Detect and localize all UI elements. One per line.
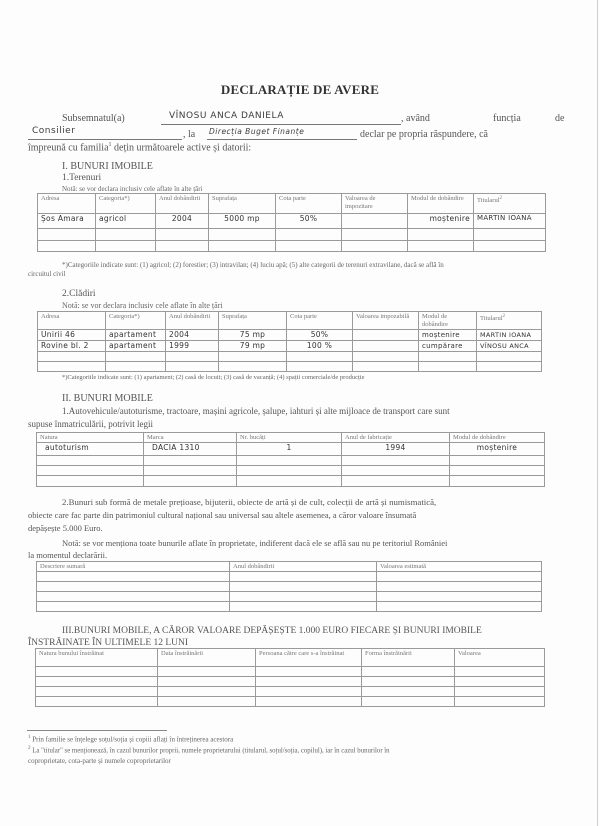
cladiri-subheading: 2.Clădiri [62,289,96,299]
header-categoria: Categoria*) [106,312,166,330]
table-row [38,214,546,229]
cell [38,241,96,252]
cell [276,241,342,252]
cell [219,362,287,372]
function-value: Consilier [32,126,76,136]
cell: 1 [237,443,342,456]
header-anul: Anul dobândirii [156,194,209,214]
terenuri-header-row [38,194,546,214]
cell [342,229,408,241]
cell [230,572,377,582]
table-row [37,572,542,582]
header-anul: Anul dobândirii [230,562,377,572]
section1-heading: I. BUNURI IMOBILE [62,161,153,172]
function-field[interactable] [28,126,182,140]
header-adresa: Adresa [38,194,96,214]
header-valoarea: Valoarea estimată [377,562,542,572]
cell [450,466,545,476]
header-titularul: Titularul$^2$ [477,312,542,330]
cell: 2004 [166,330,219,341]
header-cota: Cota parte [287,312,353,330]
cell [455,697,545,707]
cell: 50% [276,214,342,229]
cell [37,582,230,592]
cell [342,241,408,252]
cell: VÎNOSU ANCA [477,341,542,352]
cell [276,229,342,241]
cell [342,214,408,229]
cell [230,582,377,592]
la-label: , la [183,129,196,140]
table-row [38,362,542,372]
cell [450,476,545,487]
header-valoarea: Valoarea [455,649,545,667]
cell [362,697,455,707]
cell [353,352,419,362]
cell [158,687,256,697]
avand-label: , având [401,113,430,124]
cell: Șos Amara [38,214,96,229]
cell [353,330,419,341]
cell [362,687,455,697]
cell [96,229,156,241]
cell [144,476,237,487]
header-anul-fabricatie: Anul de fabricație [342,433,450,443]
bunuri-note-line2: la momentul declarării. [28,550,108,560]
table-row [37,582,542,592]
cell [353,341,419,352]
header-data: Data înstrăinării [158,649,256,667]
table-row [37,443,545,456]
cell [38,362,106,372]
table-row [38,229,546,241]
document-title: DECLARAȚIE DE AVERE [220,82,380,97]
auto-header-row [37,433,545,443]
cell [37,592,230,602]
table-row [38,341,542,352]
cell [474,229,546,241]
cell [477,352,542,362]
header-natura: Natura [37,433,144,443]
header-modul: Modul de dobândire [419,312,477,330]
table-row [37,592,542,602]
cell [450,456,545,466]
cell [209,241,276,252]
cell: DACIA 1310 [144,443,237,456]
table-row [37,602,542,612]
cell [256,697,362,707]
name-value: VÎNOSU ANCA DANIELA [169,111,284,121]
cell [237,476,342,487]
cell: apartament [106,330,166,341]
subsemnatul-label: Subsemnatul(a) [62,113,125,124]
terenuri-table [37,193,546,252]
intro-line3: împreună cu familia$^1$ dețin următoarele active și datorii: [28,142,252,154]
cell [158,677,256,687]
cell [287,362,353,372]
cell [408,241,474,252]
declar-label: declar pe propria răspundere, că [360,129,488,140]
cell [362,667,455,677]
footnote-separator [27,730,167,731]
cell [219,352,287,362]
instrainate-header-row [36,649,545,667]
table-row [38,352,542,362]
cell [37,572,230,582]
cell [342,456,450,466]
cell [237,456,342,466]
header-valoarea: Valoarea de impozitare [342,194,408,214]
table-row [36,667,545,677]
page-edge [597,0,598,826]
cell [37,466,144,476]
header-nr-bucati: Nr. bucăți [237,433,342,443]
cladiri-note: Notă: se vor declara inclusiv cele aflate în alte țări [62,301,223,310]
header-persoana: Persoana către care s-a înstrăinat [256,649,362,667]
cell [256,667,362,677]
header-descriere: Descriere sumară [37,562,230,572]
section2-heading: II. BUNURI MOBILE [62,393,153,404]
cell [36,677,158,687]
cell: 2004 [156,214,209,229]
cell [287,352,353,362]
table-row [36,677,545,687]
institution-field[interactable] [207,126,357,140]
bunuri-paragraph-line2: obiecte care fac parte din patrimoniul cultural național sau universal sau altele asemenea, a căror valoare însumată [28,510,417,520]
auto-paragraph-line1: 1.Autovehicule/autoturisme, tractoare, mașini agricole, șalupe, iahturi și alte mijloace de transport care sunt [62,406,450,416]
header-modul: Modul de dobândire [408,194,474,214]
table-row [37,476,545,487]
table-row [38,330,542,341]
cell [353,362,419,372]
cladiri-header-row [38,312,542,330]
table-row [37,456,545,466]
cell [144,466,237,476]
cell: 1999 [166,341,219,352]
cell [230,592,377,602]
cell [474,241,546,252]
cell [377,572,542,582]
cell [37,602,230,612]
cell [342,466,450,476]
bunuri-paragraph-line1: 2.Bunuri sub formă de metale prețioase, bijuterii, obiecte de artă și de cult, colecții de artă și numismatică, [62,497,437,507]
cell [408,229,474,241]
cell [37,456,144,466]
cell [156,229,209,241]
cell [38,352,106,362]
cell: Unirii 46 [38,330,106,341]
terenuri-subheading: 1.Terenuri [62,173,102,183]
header-categoria: Categoria*) [96,194,156,214]
cell [36,687,158,697]
cell [158,697,256,707]
cladiri-table [37,311,542,372]
section3-heading-line1: III.BUNURI MOBILE, A CĂROR VALOARE DEPĂȘEȘTE 1.000 EURO FIECARE ȘI BUNURI IMOBILE [62,626,482,636]
header-adresa: Adresa [38,312,106,330]
cell [455,667,545,677]
cell: MARTIN IOANA [474,214,546,229]
header-modul: Modul de dobândire [450,433,545,443]
header-valoarea: Valoarea impozabilă [353,312,419,330]
cell [237,466,342,476]
cell [209,229,276,241]
de-label: de [555,113,565,124]
footnote-2-cont: coproprietate, cota-parte și numele coproprietarilor [28,757,171,765]
terenuri-footnote-cont: circuitul civil [28,270,66,278]
bunuri-note-line1: Notă: se vor menționa toate bunurile aflate în proprietate, indiferent dacă ele se află sau nu pe teritoriul României [62,538,448,548]
cell: 100 % [287,341,353,352]
bunuri-header-row [37,562,542,572]
cell [419,352,477,362]
footnote-1: $^1$ Prin familie se înțelege soțul/soția și copiii aflați în întreținerea acestora [28,735,234,744]
cell: autoturism [37,443,144,456]
cell [106,362,166,372]
cell: agricol [96,214,156,229]
cell: 5000 mp [209,214,276,229]
table-row [37,466,545,476]
cell [158,667,256,677]
cell: moștenire [450,443,545,456]
cell [377,602,542,612]
cell: Rovine bl. 2 [38,341,106,352]
cell: 75 mp [219,330,287,341]
cell: apartament [106,341,166,352]
footnote-2: $^2$ La "titular" se menționează, în cazul bunurilor proprii, numele proprietarului (titularul, soțul/soția, copilul), iar în cazul bunurilor în [28,746,390,755]
instrainate-table [35,648,545,707]
header-titularul: Titularul$^2$ [474,194,546,214]
header-forma: Forma înstrăinării [362,649,455,667]
cell [156,241,209,252]
functia-label: funcția [493,113,521,124]
header-marca: Marca [144,433,237,443]
cell [230,602,377,612]
cell [36,697,158,707]
cell [455,677,545,687]
autovehicule-table [36,432,545,487]
cell [362,677,455,687]
table-row [36,687,545,697]
table-row [36,697,545,707]
bunuri-paragraph-line3: depășește 5.000 Euro. [28,523,103,533]
cell [256,687,362,697]
cell [455,687,545,697]
cell [166,352,219,362]
header-suprafata: Suprafața [209,194,276,214]
cell [38,229,96,241]
cell [477,362,542,372]
table-row [38,241,546,252]
header-anul: Anul dobândirii [166,312,219,330]
cell [144,456,237,466]
cell: 1994 [342,443,450,456]
cell [96,241,156,252]
auto-paragraph-line2: supuse înmatriculării, potrivit legii [28,419,153,429]
section3-heading-line2: ÎNSTRĂINATE ÎN ULTIMELE 12 LUNI [28,638,189,648]
cell: moștenire [419,330,477,341]
bunuri-valoroase-table [36,561,542,612]
cell [419,362,477,372]
cell [342,476,450,487]
cladiri-footnote: *)Categoriile indicate sunt: (1) apartament; (2) casă de locuit; (3) casă de vacanță; (4) spații comerciale/de producție [62,374,365,381]
cell [36,667,158,677]
cell [37,476,144,487]
terenuri-footnote: *)Categoriile indicate sunt: (1) agricol; (2) forestier; (3) intravilan; (4) luciu apă; (5) alte categorii de terenuri extravilane, dacă se află în [62,261,444,269]
cell: 50% [287,330,353,341]
header-natura-bunului: Natura bunului înstrăinat [36,649,158,667]
header-cota: Cota parte [276,194,342,214]
cell: cumpărare [419,341,477,352]
institution-value: Direcția Buget Finanțe [209,127,305,136]
cell [377,582,542,592]
name-field[interactable] [161,111,401,125]
cell [166,362,219,372]
cell [377,592,542,602]
cell: MARTIN IOANA [477,330,542,341]
cell [256,677,362,687]
cell: moștenire [408,214,474,229]
cell [106,352,166,362]
header-suprafata: Suprafața [219,312,287,330]
terenuri-note: Notă: se vor declara inclusiv cele aflate în alte țări [62,185,203,193]
cell: 79 mp [219,341,287,352]
